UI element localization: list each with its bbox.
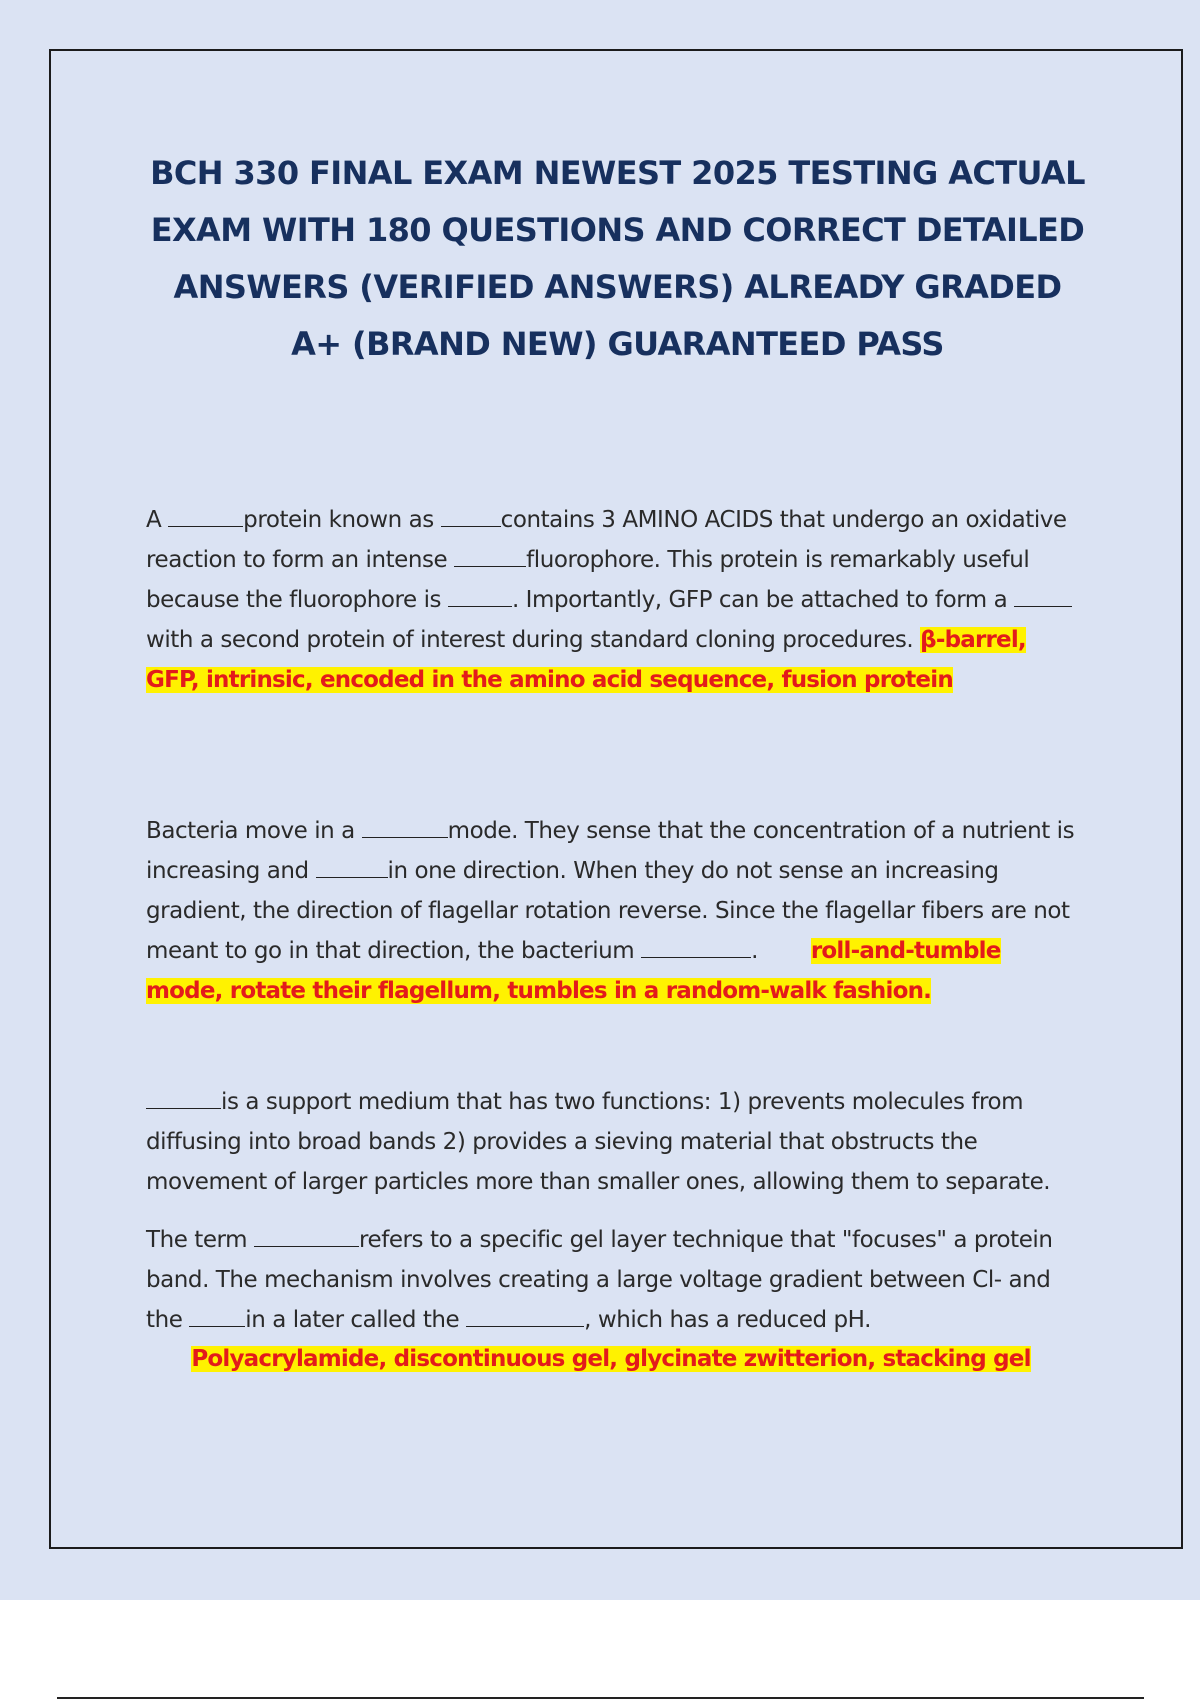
document-title: BCH 330 FINAL EXAM NEWEST 2025 TESTING ACTUAL EXAM WITH 180 QUESTIONS AND CORRECT DETAILED ANSWERS (VERIFIED ANSWERS) ALREADY GRADED A+ (BRAND NEW) GUARANTEED PASS bbox=[150, 154, 1085, 363]
question-text: mode. They sense that the concentration of a nutrient is increasing and bbox=[146, 818, 1075, 884]
answer-blank bbox=[316, 855, 388, 878]
question-text: protein known as bbox=[243, 507, 434, 533]
answer-highlight: β-barrel, GFP, intrinsic, encoded in the amino acid sequence, fusion protein bbox=[146, 627, 1026, 693]
question-1 bbox=[146, 500, 1076, 700]
question-text: The term bbox=[146, 1227, 248, 1253]
question-text: fluorophore. This protein is remarkably useful because the fluorophore is bbox=[146, 547, 1030, 613]
answer-blank bbox=[254, 1224, 359, 1247]
question-2 bbox=[146, 811, 1076, 1011]
answer-blank bbox=[466, 1304, 584, 1327]
answer-blank bbox=[441, 504, 501, 527]
question-text: refers to a specific gel layer technique that "focuses" a protein band. The mechanism involves creating a large voltage gradient between Cl- and the bbox=[146, 1227, 1053, 1333]
question-text: Bacteria move in a bbox=[146, 818, 355, 844]
question-text: in a later called the bbox=[245, 1307, 460, 1333]
question-text: . Importantly, GFP can be attached to form a bbox=[511, 587, 1008, 613]
question-text: is a support medium that has two functions: 1) prevents molecules from diffusing into broad bands 2) provides a sieving material that obstructs the movement of larger particles more than smaller ones, allowing them to separate. bbox=[146, 1089, 1051, 1195]
question-text: in one direction. When they do not sense an increasing gradient, the direction of flagellar rotation reverse. Since the flagellar fibers are not meant to go in that direction, the bacterium bbox=[146, 858, 1070, 964]
question-3 bbox=[146, 1082, 1076, 1202]
answer-blank bbox=[168, 504, 243, 527]
answer-blank bbox=[189, 1304, 245, 1327]
question-text: A bbox=[146, 507, 162, 533]
answer-blank bbox=[362, 815, 448, 838]
question-text: . bbox=[751, 938, 758, 964]
answer-blank bbox=[448, 584, 512, 607]
answer-block bbox=[146, 1339, 1076, 1379]
answer-blank bbox=[641, 935, 751, 958]
answer-highlight: roll-and-tumble mode, rotate their flagellum, tumbles in a random-walk fashion. bbox=[146, 938, 1001, 1004]
question-4 bbox=[146, 1220, 1076, 1340]
question-text: contains 3 AMINO ACIDS that undergo an oxidative reaction to form an intense bbox=[146, 507, 1067, 573]
answer-blank bbox=[146, 1086, 221, 1109]
answer-blank bbox=[1014, 584, 1072, 607]
question-text: , which has a reduced pH. bbox=[584, 1307, 871, 1333]
answer-highlight: Polyacrylamide, discontinuous gel, glycinate zwitterion, stacking gel bbox=[191, 1346, 1031, 1372]
answer-blank bbox=[454, 544, 526, 567]
question-text: with a second protein of interest during standard cloning procedures. bbox=[146, 627, 914, 653]
footer-divider bbox=[57, 1697, 1144, 1699]
